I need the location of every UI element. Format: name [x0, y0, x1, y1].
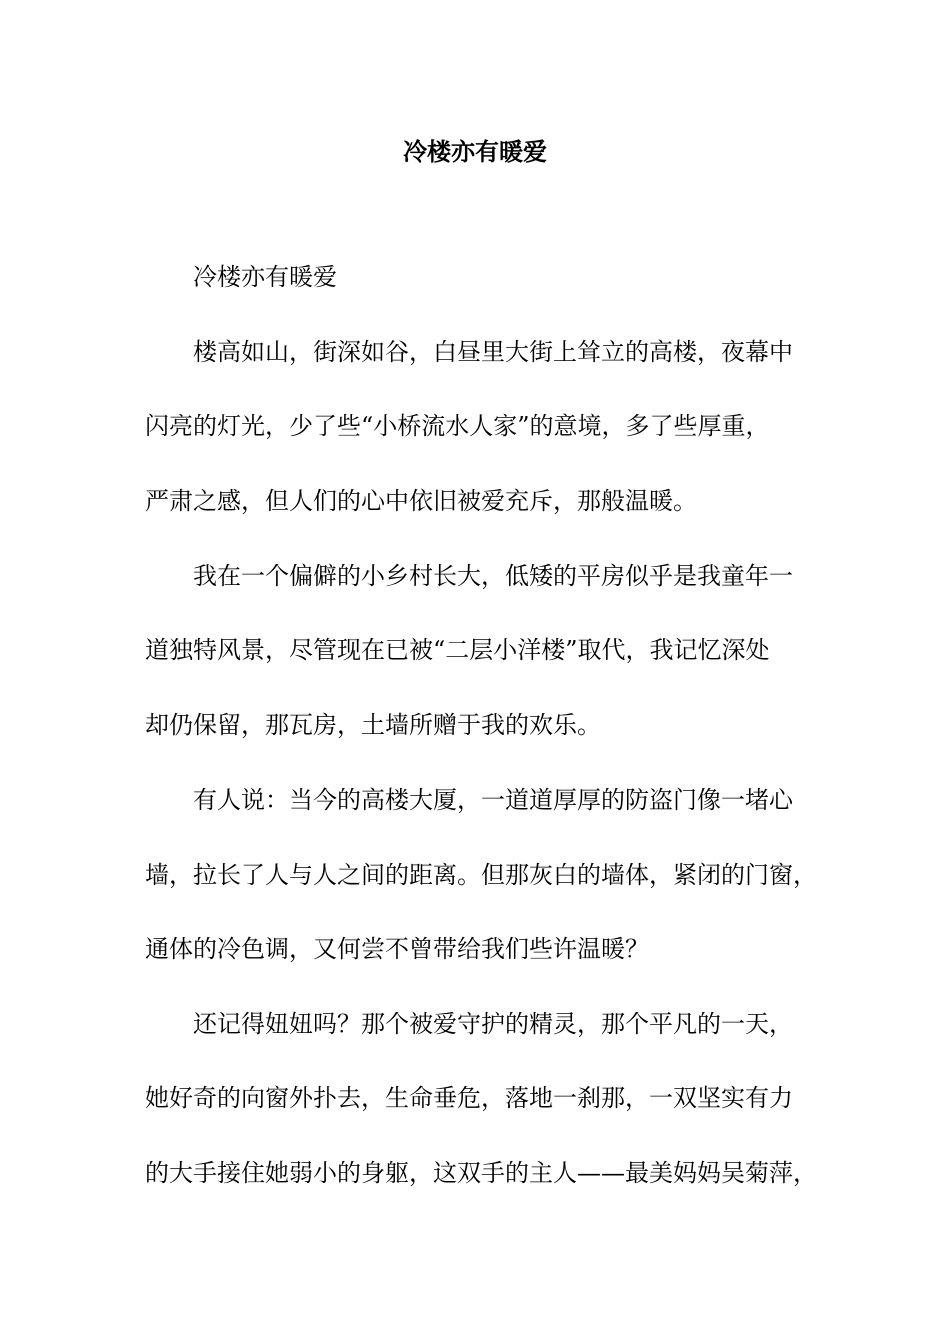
paragraph-4-line-2: 她好奇的向窗外扑去，生命垂危，落地一刹那，一双坚实有力 — [145, 1084, 793, 1112]
paragraph-1-line-2: 闪亮的灯光，少了些“小桥流水人家”的意境，多了些厚重， — [145, 412, 770, 440]
paragraph-1-line-3: 严肃之感，但人们的心中依旧被爱充斥，那般温暖。 — [145, 487, 697, 515]
subtitle-line: 冷楼亦有暖爱 — [193, 263, 337, 291]
paragraph-2-line-1: 我在一个偏僻的小乡村长大，低矮的平房似乎是我童年一 — [193, 562, 793, 590]
paragraph-4-line-1: 还记得妞妞吗？那个被爱守护的精灵，那个平凡的一天， — [193, 1010, 793, 1038]
paragraph-2-line-2: 道独特风景，尽管现在已被“二层小洋楼”取代，我记忆深处 — [145, 636, 770, 664]
paragraph-3-line-3: 通体的冷色调，又何尝不曾带给我们些许温暖？ — [145, 935, 649, 963]
paragraph-1-line-1: 楼高如山，街深如谷，白昼里大街上耸立的高楼，夜幕中 — [193, 338, 793, 366]
paragraph-4-line-3: 的大手接住她弱小的身躯，这双手的主人——最美妈妈吴菊萍， — [145, 1159, 817, 1187]
paragraph-2-line-3: 却仍保留，那瓦房，土墙所赠于我的欢乐。 — [145, 711, 601, 739]
paragraph-3-line-2: 墙，拉长了人与人之间的距离。但那灰白的墙体，紧闭的门窗， — [145, 861, 817, 889]
paragraph-3-line-1: 有人说：当今的高楼大厦，一道道厚厚的防盗门像一堵心 — [193, 786, 793, 814]
document-title: 冷楼亦有暖爱 — [403, 137, 547, 166]
